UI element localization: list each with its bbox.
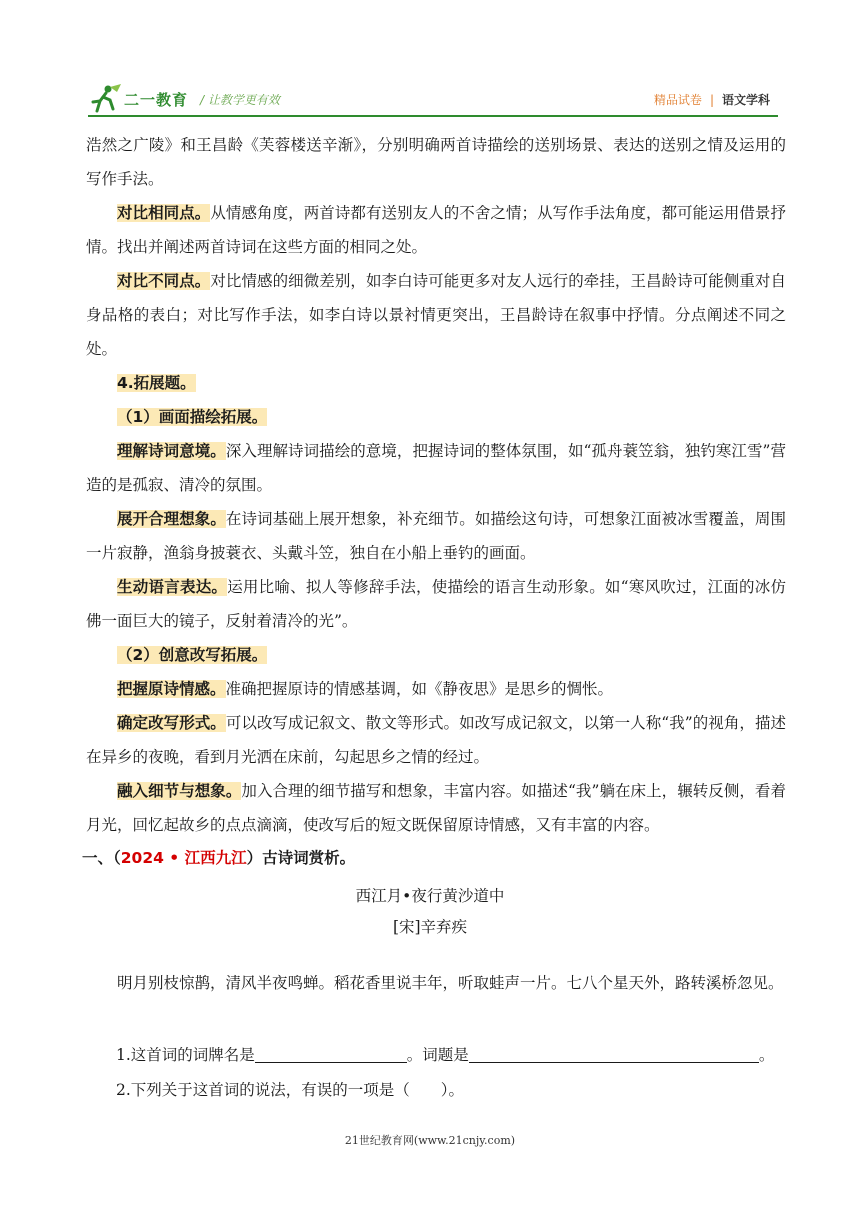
answer-blank-2[interactable]	[469, 1046, 759, 1063]
page-header	[88, 82, 778, 118]
answer-analysis-text	[86, 128, 786, 842]
highlighted-lead: 生动语言表达。	[117, 578, 228, 596]
paragraph-text: 加入合理的细节描写和想象，丰富内容。如描述“我”躺在床上，辗转反侧，看着月光，回忆起故乡的点点滴滴，使改写后的短文既保留原诗情感，又有丰富的内容。	[86, 782, 786, 834]
tag-quality-paper: 精品试卷	[653, 93, 702, 107]
paragraph	[86, 434, 786, 502]
highlighted-lead: 把握原诗情感。	[117, 680, 226, 698]
highlighted-lead: 对比不同点。	[117, 272, 211, 290]
poem-title: 西江月•夜行黄沙道中	[355, 887, 505, 905]
logo-slogan: / 让教学更有效	[200, 92, 280, 107]
highlighted-lead: 展开合理想象。	[117, 510, 226, 528]
paragraph-text: 浩然之广陵》和王昌龄《芙蓉楼送辛渐》，分别明确两首诗描绘的送别场景、表达的送别之情及运用的写作手法。	[86, 136, 786, 188]
question-title	[82, 846, 355, 868]
logo-name: 二一教育	[124, 90, 189, 109]
question-2: 2.下列关于这首词的说法，有误的一项是（ ）。	[116, 1081, 465, 1099]
paragraph-text: 可以改写成记叙文、散文等形式。如改写成记叙文，以第一人称“我”的视角，描述在异乡的夜晚，看到月光洒在床前，勾起思乡之情的经过。	[86, 714, 786, 766]
question-1	[116, 1043, 774, 1065]
paragraph	[86, 502, 786, 570]
header-divider	[88, 115, 778, 117]
header-separator: |	[709, 93, 714, 107]
paragraph-text: 对比情感的细微差别，如李白诗可能更多对友人远行的牵挂，王昌龄诗可能侧重对自身品格的表白；对比写作手法，如李白诗以景衬情更突出，王昌龄诗在叙事中抒情。分点阐述不同之处。	[86, 272, 786, 358]
highlighted-lead: 对比相同点。	[117, 204, 211, 222]
answer-blank-1[interactable]	[255, 1046, 407, 1063]
paragraph-text: 准确把握原诗的情感基调，如《静夜思》是思乡的惆怅。	[225, 680, 614, 698]
paragraph	[86, 400, 786, 434]
logo	[88, 84, 280, 114]
paragraph	[86, 264, 786, 366]
q1-text-3: 。	[758, 1046, 775, 1064]
paragraph	[86, 196, 786, 264]
paragraph	[86, 638, 786, 672]
paragraph	[86, 366, 786, 400]
paragraph-text: 从情感角度，两首诗都有送别友人的不舍之情；从写作手法角度，都可能运用借景抒情。找出并阐述两首诗词在这些方面的相同之处。	[86, 204, 786, 256]
paragraph	[86, 570, 786, 638]
poem-author: [宋]辛弃疾	[392, 918, 468, 936]
header-tags	[654, 91, 770, 108]
q1-text-1: 1.这首词的词牌名是	[116, 1046, 255, 1064]
highlighted-lead: 理解诗词意境。	[117, 442, 226, 460]
highlighted-lead: （1）画面描绘拓展。	[117, 408, 268, 426]
poem-text	[86, 967, 786, 999]
question-source: 2024 • 江西九江	[120, 849, 247, 867]
highlighted-lead: 确定改写形式。	[117, 714, 226, 732]
paragraph	[86, 774, 786, 842]
q1-text-2: 。词题是	[406, 1046, 469, 1064]
paragraph	[86, 128, 786, 196]
highlighted-lead: （2）创意改写拓展。	[117, 646, 268, 664]
page-footer: 21世纪教育网(www.21cnjy.com)	[344, 1134, 516, 1147]
question-suffix: ）古诗词赏析。	[246, 849, 356, 867]
paragraph	[86, 706, 786, 774]
question-prefix: 一、（	[82, 849, 121, 867]
paragraph	[86, 672, 786, 706]
paragraph-text: 深入理解诗词描绘的意境，把握诗词的整体氛围，如“孤舟蓑笠翁，独钓寒江雪”营造的是孤寂、清冷的氛围。	[86, 442, 786, 494]
paragraph-text: 在诗词基础上展开想象，补充细节。如描绘这句诗，可想象江面被冰雪覆盖，周围一片寂静，渔翁身披蓑衣、头戴斗笠，独自在小船上垂钓的画面。	[86, 510, 786, 562]
poem-body: 明月别枝惊鹊，清风半夜鸣蝉。稻花香里说丰年，听取蛙声一片。七八个星天外，路转溪桥忽见。	[117, 974, 784, 992]
highlighted-lead: 4.拓展题。	[117, 374, 196, 392]
runner-logo-icon	[88, 84, 122, 114]
tag-subject: 语文学科	[721, 93, 770, 107]
paragraph-text: 运用比喻、拟人等修辞手法，使描绘的语言生动形象。如“寒风吹过，江面的冰仿佛一面巨大的镜子，反射着清冷的光”。	[86, 578, 786, 630]
highlighted-lead: 融入细节与想象。	[117, 782, 242, 800]
